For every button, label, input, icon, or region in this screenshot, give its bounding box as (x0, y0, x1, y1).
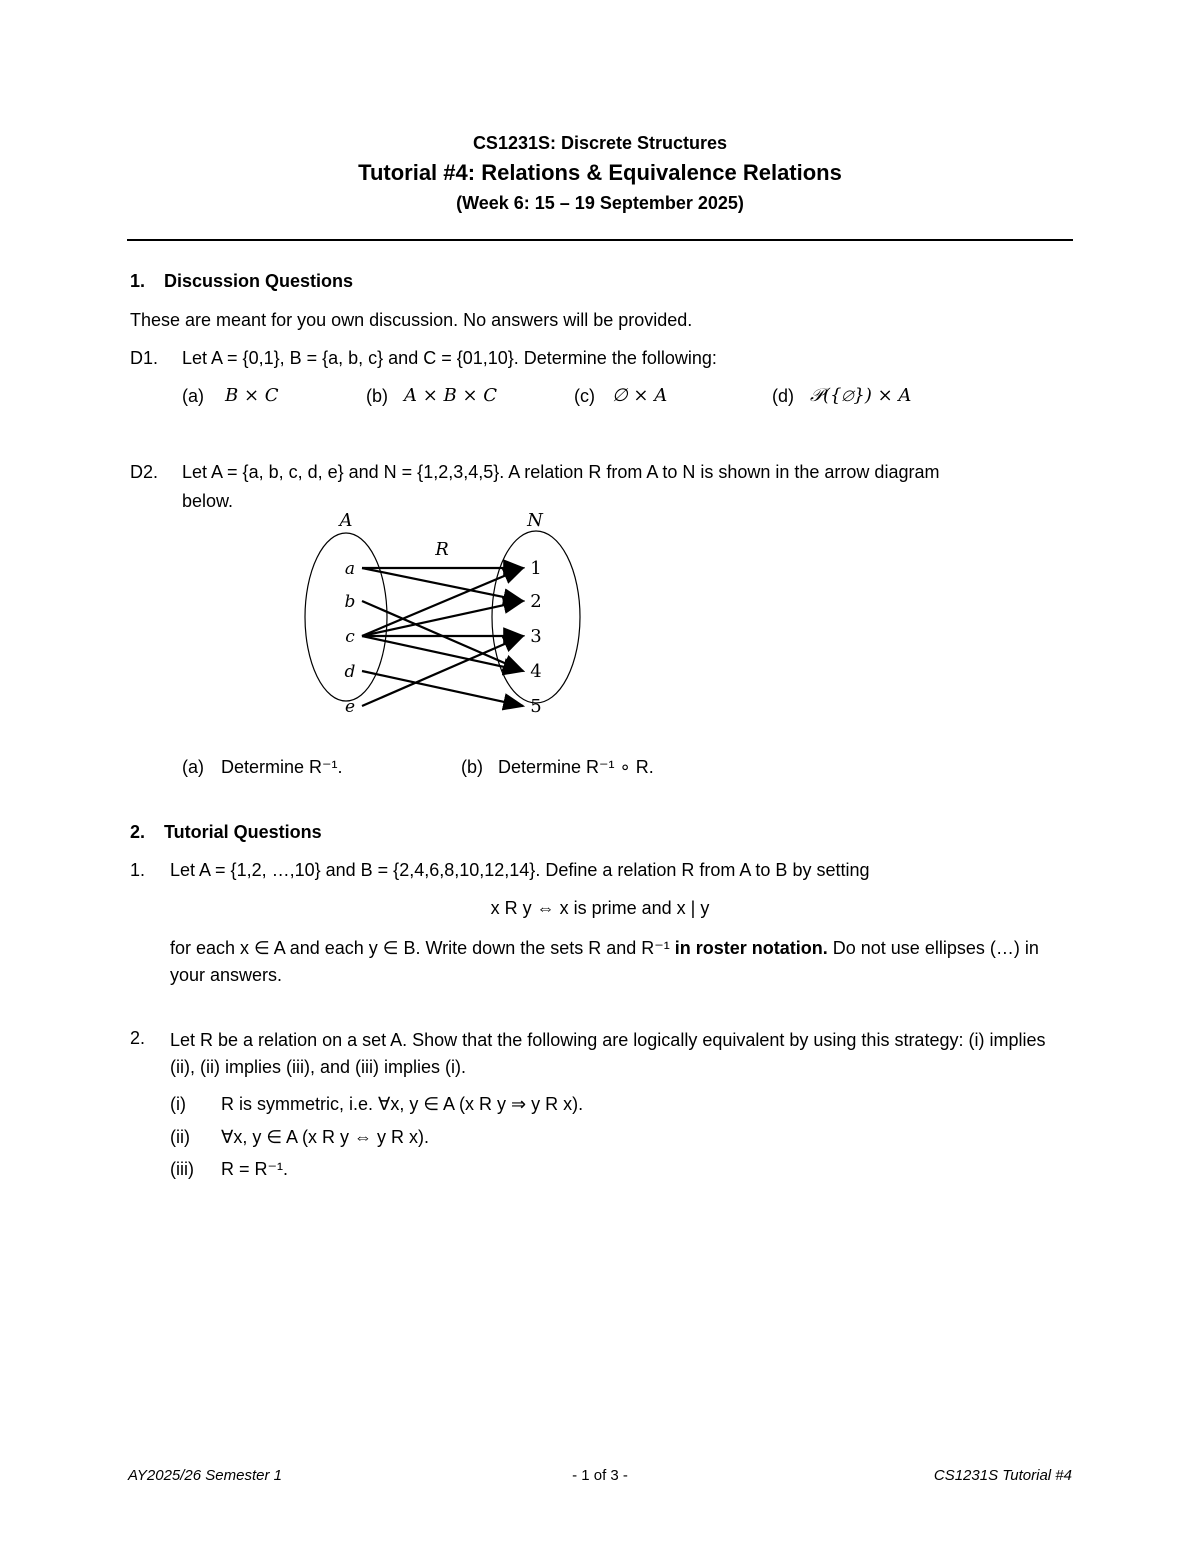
q1-text: Let A = {1,2, …,10} and B = {2,4,6,8,10,12,14}. Define a relation R from A to B by setting (170, 860, 870, 880)
arrow-e-to-3 (362, 636, 523, 706)
week-dates: (Week 6: 15 – 19 September 2025) (456, 193, 744, 213)
codomain-element-5: 5 (530, 696, 542, 717)
d1-part-a-label: (a) (182, 386, 204, 406)
domain-element-b: b (344, 592, 356, 612)
q2-text: Let R be a relation on a set A. Show that the following are logically equivalent by using this strategy: (i) implies (ii), (ii) implies (iii), and (iii) implies (i). (170, 1030, 1046, 1077)
q2-item-ii-text: ∀x, y ∈ A (x R y ⇔ y R x). (221, 1127, 430, 1147)
q2-item-iii-text: R = R⁻¹. (221, 1159, 289, 1179)
tutorial-title: Tutorial #4: Relations & Equivalence Relations (358, 160, 842, 185)
arrow-c-to-4 (362, 636, 523, 671)
q2-item-i-label: (i) (170, 1094, 186, 1114)
q2-item-ii-label: (ii) (170, 1127, 190, 1147)
arrow-diagram (290, 500, 610, 740)
d1-part-d-expr: 𝒫({∅}) × A (810, 385, 912, 406)
d1-part-b-label: (b) (366, 386, 388, 406)
d1-part-c-label: (c) (574, 386, 595, 406)
d1-part-b-expr: A × B × C (404, 385, 498, 406)
section1-intro: These are meant for you own discussion. No answers will be provided. (130, 310, 693, 330)
section1-heading: Discussion Questions (164, 271, 354, 291)
course-title: CS1231S: Discrete Structures (472, 133, 728, 153)
d2-text-line1: Let A = {a, b, c, d, e} and N = {1,2,3,4,5}. A relation R from A to N is shown in the arrow diagram (182, 462, 940, 482)
d2-label: D2. (130, 462, 159, 482)
d2-part-b-label: (b) (461, 757, 483, 777)
codomain-element-2: 2 (530, 591, 542, 612)
domain-element-c: c (345, 627, 355, 647)
section2-heading: Tutorial Questions (164, 822, 322, 842)
footer-semester: AY2025/26 Semester 1 (128, 1467, 282, 1484)
codomain-element-4: 4 (530, 661, 542, 682)
relation-label: R (435, 539, 449, 560)
footer-page-number: - 1 of 3 - (572, 1467, 628, 1484)
codomain-element-1: 1 (530, 558, 542, 579)
domain-element-a: a (344, 559, 356, 579)
domain-element-e: e (344, 697, 356, 717)
header-rule (127, 239, 1073, 241)
q2-label: 2. (130, 1028, 146, 1048)
d2-part-a-text: Determine R⁻¹. (221, 757, 343, 777)
q2-item-i-text: R is symmetric, i.e. ∀x, y ∈ A (x R y ⇒ y R x). (221, 1094, 584, 1114)
domain-element-d: d (344, 662, 356, 682)
q2-item-iii-label: (iii) (170, 1159, 194, 1179)
set-a-label: A (339, 510, 353, 531)
q1-instructions-c: Do not use ellipses (…) in your answers. (170, 938, 1039, 985)
d2-part-a-label: (a) (182, 757, 204, 777)
q1-formula: x R y ⇔ x is prime and x | y (490, 898, 710, 918)
d1-part-c-expr: ∅ × A (612, 385, 668, 406)
footer-tutorial: CS1231S Tutorial #4 (933, 1467, 1072, 1484)
q1-label: 1. (130, 860, 146, 880)
d2-text-line2: below. (182, 491, 234, 511)
codomain-element-3: 3 (530, 626, 542, 647)
section2-number: 2. (130, 822, 146, 842)
q1-instructions (170, 935, 1075, 989)
q1-roster-emphasis: in roster notation. (674, 938, 828, 958)
d1-part-d-label: (d) (772, 386, 794, 406)
section1-number: 1. (130, 271, 146, 291)
d1-label: D1. (130, 348, 159, 368)
set-n-label: N (527, 510, 543, 531)
d1-text: Let A = {0,1}, B = {a, b, c} and C = {01,10}. Determine the following: (182, 348, 717, 368)
arrow-d-to-5 (362, 671, 523, 706)
d1-part-a-expr: B × C (225, 385, 279, 406)
d2-part-b-text: Determine R⁻¹ ∘ R. (498, 757, 654, 777)
q1-instructions-a: for each x ∈ A and each y ∈ B. Write down the sets R and R⁻¹ (170, 938, 675, 958)
